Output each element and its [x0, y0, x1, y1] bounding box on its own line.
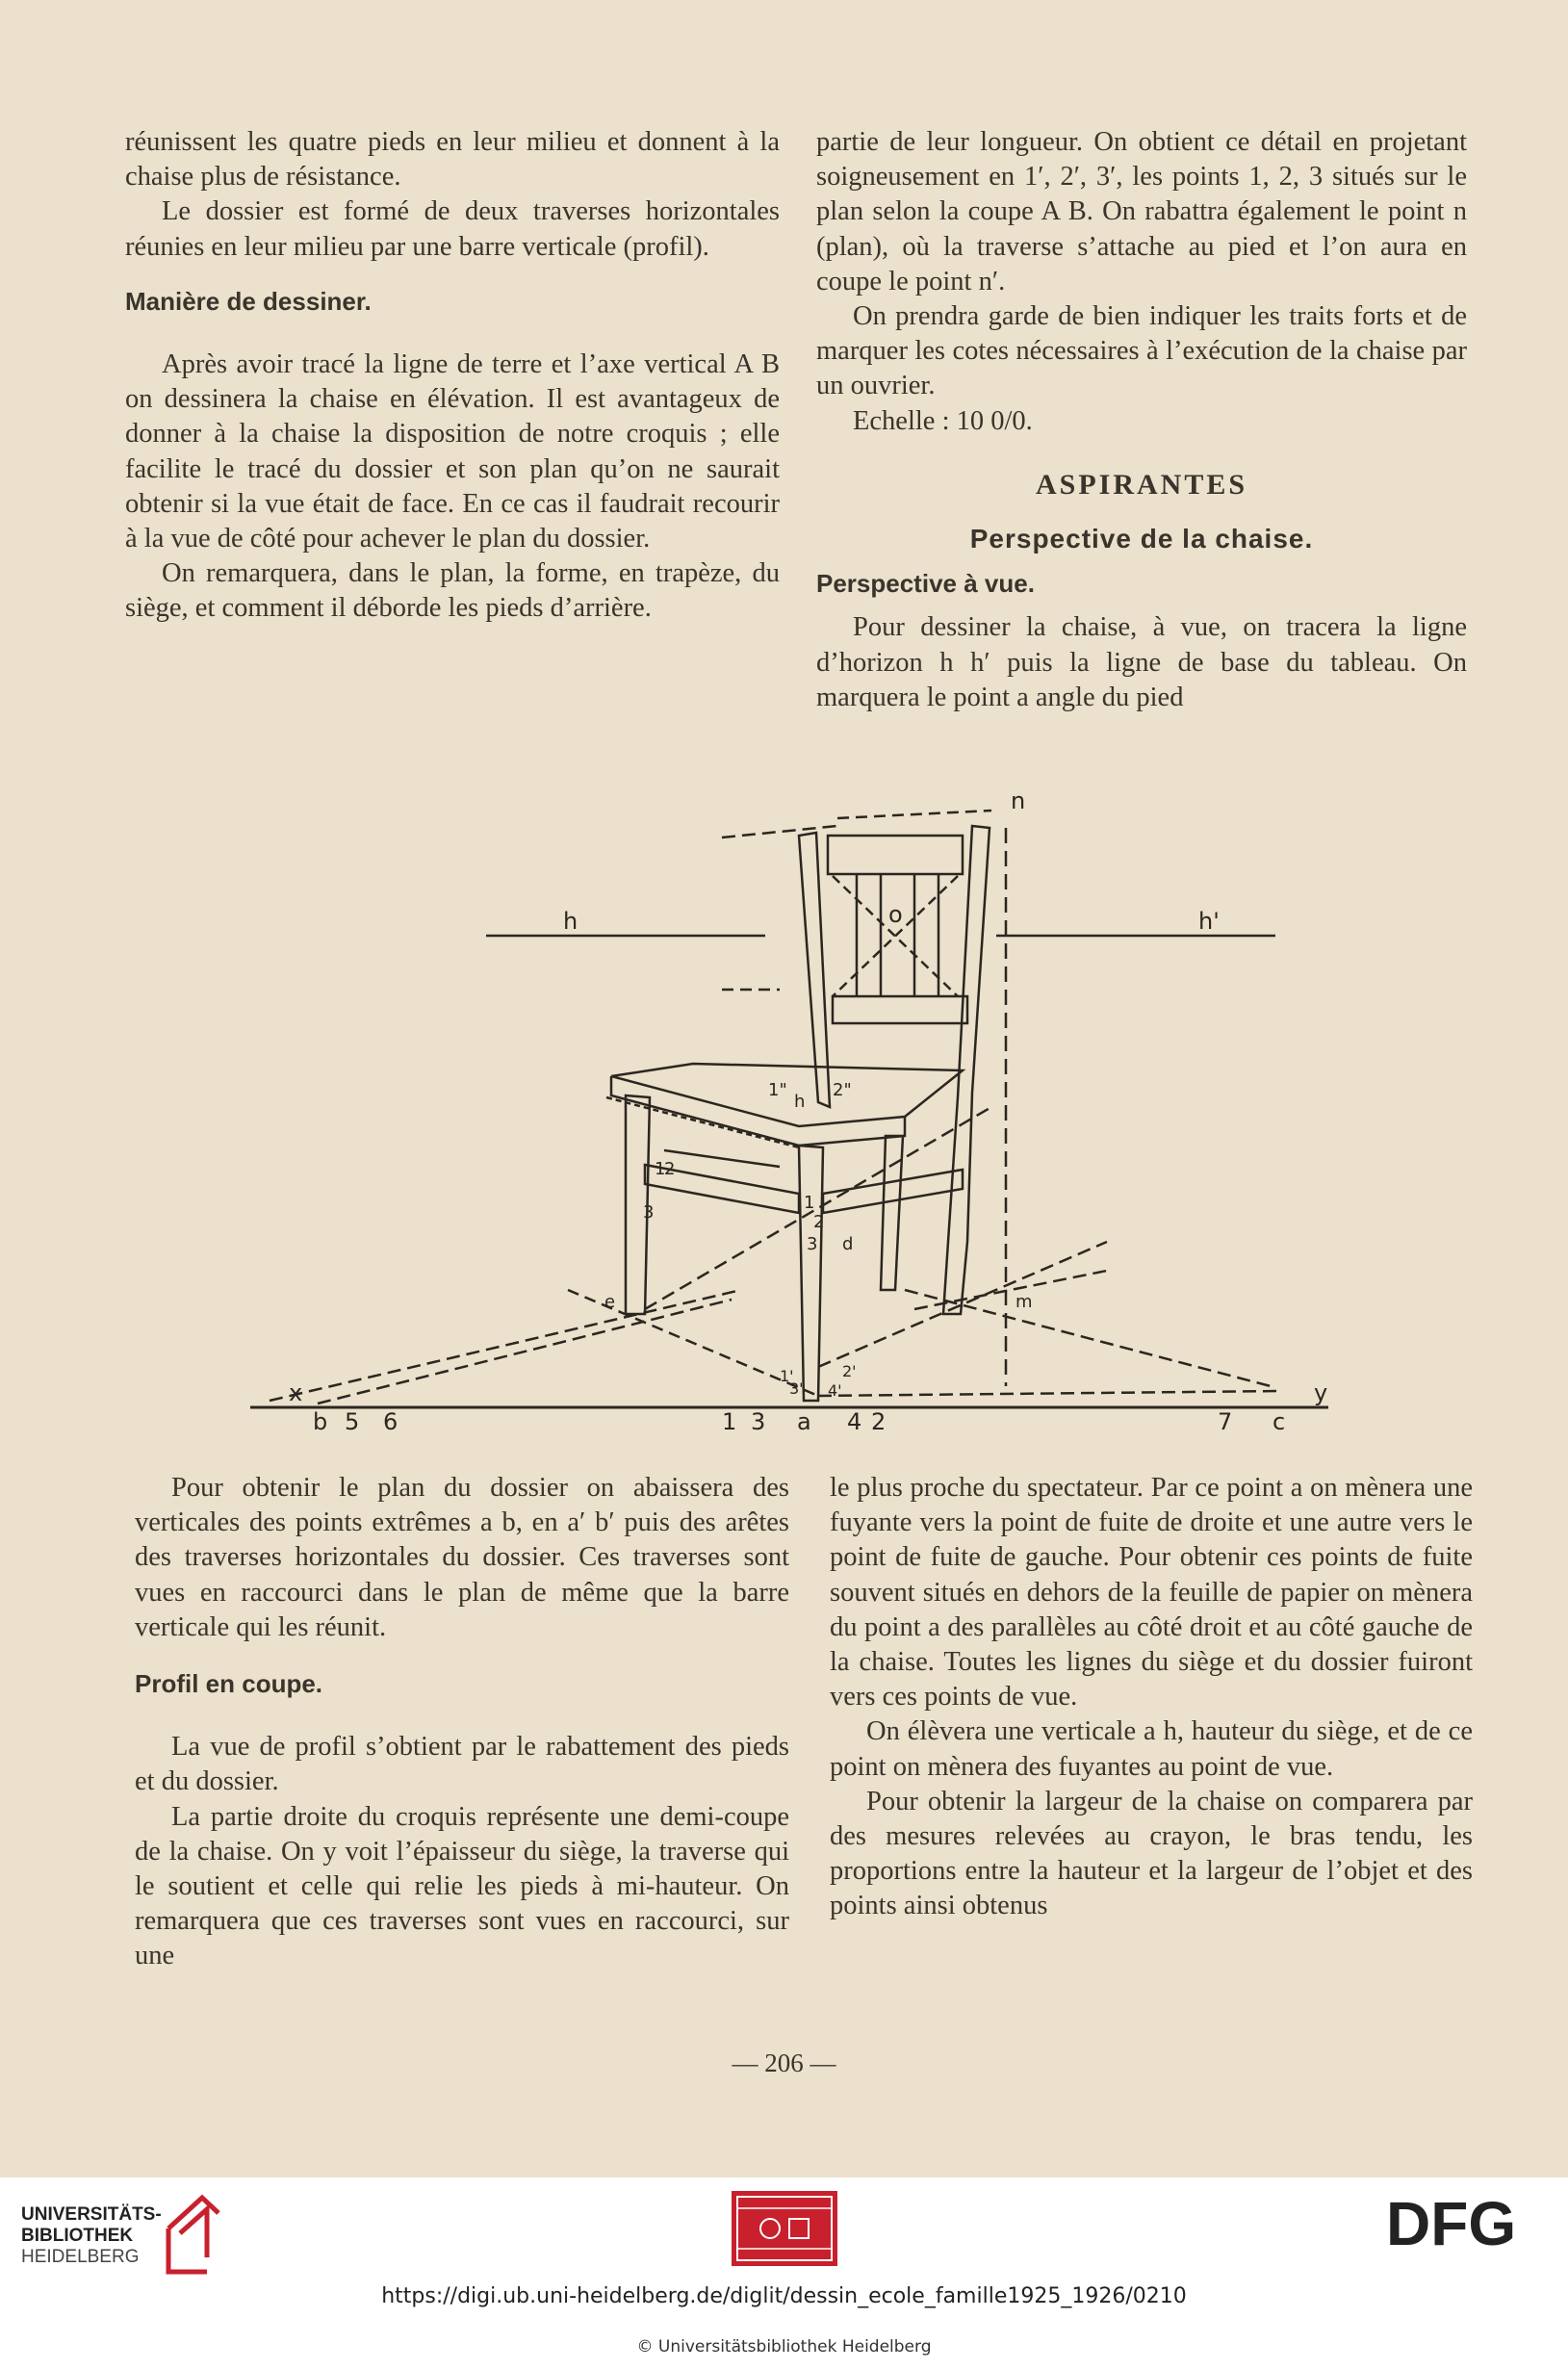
right-column-bottom [830, 1471, 1473, 1924]
label-4: 4 [847, 1408, 862, 1435]
label-3-prime: 3' [789, 1379, 804, 1398]
ub-line2: BIBLIOTHEK [21, 2226, 134, 2246]
label-5: 5 [345, 1408, 360, 1435]
ub-line3: HEIDELBERG [21, 2247, 140, 2267]
label-b: b [313, 1408, 328, 1435]
label-leg-1: 1 [655, 1159, 666, 1179]
label-2: 2 [871, 1408, 887, 1435]
paragraph: La partie droite du croquis représente une demi-coupe de la chaise. On y voit l’épaisseur du siège, la traverse qui le soutient et celle qui relie les pieds à mi-hauteur. On remarquera que ces traverses sont vues en raccourci, sur une [135, 1801, 789, 1971]
label-3: 3 [751, 1408, 766, 1435]
label-d: d [842, 1234, 854, 1254]
label-a: a [797, 1408, 811, 1435]
label-7: 7 [1218, 1408, 1233, 1435]
paragraph: Pour dessiner la chaise, à vue, on tracera la ligne d’horizon h h′ puis la ligne de base du tableau. On marquera le point a angle du pied [816, 612, 1467, 712]
heading-maniere: Manière de dessiner. [125, 286, 372, 316]
copyright-notice: © Universitätsbibliothek Heidelberg [636, 2337, 932, 2357]
paragraph: Le dossier est formé de deux traverses horizontales réunies en leur milieu par une barre verticale (profil). [125, 196, 780, 262]
heading-perspective-chaise: Perspective de la chaise. [969, 524, 1314, 554]
label-h-prime: h' [1198, 908, 1220, 935]
label-leg-1b: 1 [804, 1193, 815, 1213]
paragraph: Après avoir tracé la ligne de terre et l’axe vertical A B on dessinera la chaise en élévation. Il est avantageux de donner à la chaise la disposition de notre croquis ; elle facilite le tracé du dossier et son plan qu’on ne saurait obtenir si la vue était de face. En ce cas il faudrait recourir à la vue de côté pour achever le plan du dossier. [125, 349, 780, 554]
label-leg-3: 3 [643, 1202, 655, 1223]
ub-heidelberg-logo-text[interactable] [21, 2204, 162, 2268]
permalink-url[interactable]: https://digi.ub.uni-heidelberg.de/diglit/dessin_ecole_famille1925_1926/0210 [381, 2284, 1187, 2308]
label-4-prime: 4' [828, 1381, 842, 1400]
label-h: h [563, 908, 578, 935]
heading-profil: Profil en coupe. [135, 1669, 323, 1699]
label-2-seat: 2" [833, 1080, 852, 1100]
label-1-seat: 1" [768, 1080, 787, 1100]
paragraph: Pour obtenir le plan du dossier on abaissera des verticales des points extrêmes a b, en a′ b′ puis des arêtes des traverses horizontales du dossier. Ces traverses sont vues en raccourci dans le plan de même que la barre verticale qui les réunit. [135, 1473, 789, 1642]
paragraph: On remarquera, dans le plan, la forme, en trapèze, du siège, et comment il déborde les pieds d’arrière. [125, 558, 780, 624]
dfg-logo[interactable] [1386, 2195, 1550, 2253]
paragraph: réunissent les quatre pieds en leur milieu et donnent à la chaise plus de résistance. [125, 127, 780, 193]
dfg-text: DFG [1386, 2195, 1517, 2253]
label-y: y [1314, 1379, 1328, 1406]
right-column-top [816, 125, 1467, 715]
label-2-prime: 2' [842, 1362, 857, 1380]
page-number: — 206 — [732, 2048, 836, 2077]
label-1: 1 [722, 1408, 737, 1435]
chair-perspective-figure [241, 789, 1348, 1444]
ub-logo-icon[interactable] [159, 2190, 226, 2277]
label-1-prime: 1' [780, 1367, 794, 1385]
label-6: 6 [383, 1408, 398, 1435]
label-leg-2: 2 [664, 1159, 676, 1179]
heading-perspective-vue: Perspective à vue. [816, 569, 1035, 599]
label-c: c [1272, 1408, 1286, 1435]
paragraph: La vue de profil s’obtient par le rabattement des pieds et du dossier. [135, 1732, 789, 1797]
label-n: n [1011, 789, 1026, 814]
label-leg-3b: 3 [807, 1234, 818, 1254]
label-x: x [289, 1379, 303, 1406]
paragraph: On élèvera une verticale a h, hauteur du siège, et de ce point on mènera des fuyantes au point de vue. [830, 1716, 1473, 1782]
top-guide [722, 826, 837, 837]
paragraph: Echelle : 10 0/0. [853, 405, 1033, 436]
label-e: e [604, 1292, 616, 1312]
heading-aspirantes: ASPIRANTES [1035, 468, 1248, 501]
ub-line1: UNIVERSITÄTS- [21, 2204, 162, 2225]
paragraph: On prendra garde de bien indiquer les traits forts et de marquer les cotes nécessaires à l’exécution de la chaise par un ouvrier. [816, 301, 1467, 401]
left-column-top [125, 125, 780, 627]
label-o: o [888, 901, 903, 928]
label-leg-2b: 2 [813, 1212, 825, 1232]
label-m: m [1015, 1292, 1033, 1312]
paragraph: partie de leur longueur. On obtient ce détail en projetant soigneusement en 1′, 2′, 3′, les points 1, 2, 3 situés sur le plan selon la coupe A B. On rabattra également le point n (plan), où la traverse s’attache au pied et l’on aura en coupe le point n′. [816, 127, 1467, 296]
paragraph: Pour obtenir la largeur de la chaise on comparera par des mesures relevées au crayon, le bras tendu, les proportions entre la hauteur et la largeur de l’objet et des points ainsi obtenus [830, 1786, 1473, 1921]
left-column-bottom [135, 1471, 789, 1974]
paragraph: le plus proche du spectateur. Par ce point a on mènera une fuyante vers la point de fuite de droite et une autre vers le point de fuite de gauche. Pour obtenir ces points de fuite souvent situés en dehors de la feuille de papier on mènera du point a des parallèles au côté droit et au côté gauche de la chaise. Toutes les lignes du siège et du dossier fuiront vers ces points de vue. [830, 1473, 1473, 1713]
label-h-seat: h [794, 1092, 806, 1112]
episteme-logo[interactable] [732, 2191, 837, 2266]
